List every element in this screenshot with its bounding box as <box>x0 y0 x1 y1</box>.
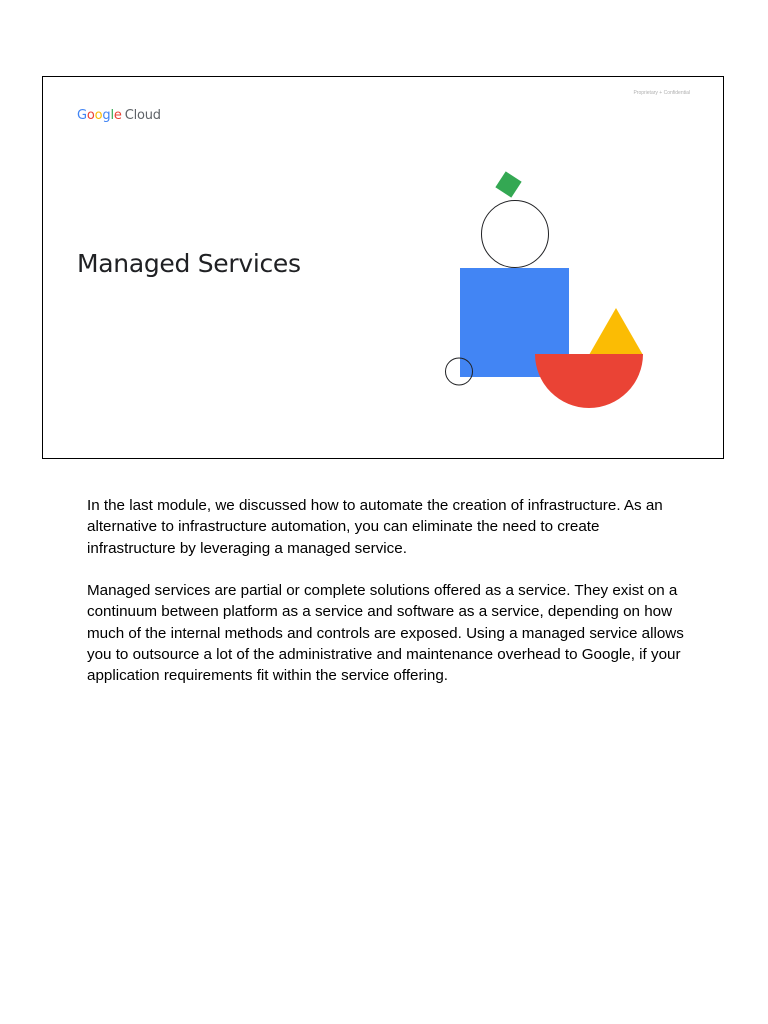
green-diamond-shape <box>495 171 521 197</box>
notes-paragraph: In the last module, we discussed how to automate the creation of infrastructure. As an alternative to infrastructure automation, you can eliminate the need to create infrastructure by leveraging a managed service. <box>87 497 663 557</box>
outline-circle-large <box>482 201 549 268</box>
slide-frame <box>42 76 724 459</box>
red-half-circle-shape <box>535 354 643 408</box>
logo-letter: G <box>77 108 87 123</box>
logo-letter: g <box>102 108 111 123</box>
logo-letter: l <box>110 108 114 123</box>
yellow-triangle-shape <box>589 308 643 355</box>
notes-paragraph: Managed services are partial or complete solutions offered as a service. They exist on a continuum between platform as a service and software as a service, depending on how much of the internal methods and controls are exposed. Using a managed service allows you to outsource a lot of the administrative and maintenance overhead to Google, if your application requirements fit within the service offering. <box>87 582 684 685</box>
logo-product-name: Cloud <box>124 108 161 123</box>
slide-title: Managed Services <box>77 249 301 278</box>
speaker-notes <box>87 495 687 708</box>
logo-letter: o <box>86 108 95 123</box>
confidential-label: Proprietary + Confidential <box>633 90 690 96</box>
logo-letter: e <box>113 108 122 123</box>
logo-letter: o <box>94 108 103 123</box>
shapes-illustration <box>43 77 725 460</box>
